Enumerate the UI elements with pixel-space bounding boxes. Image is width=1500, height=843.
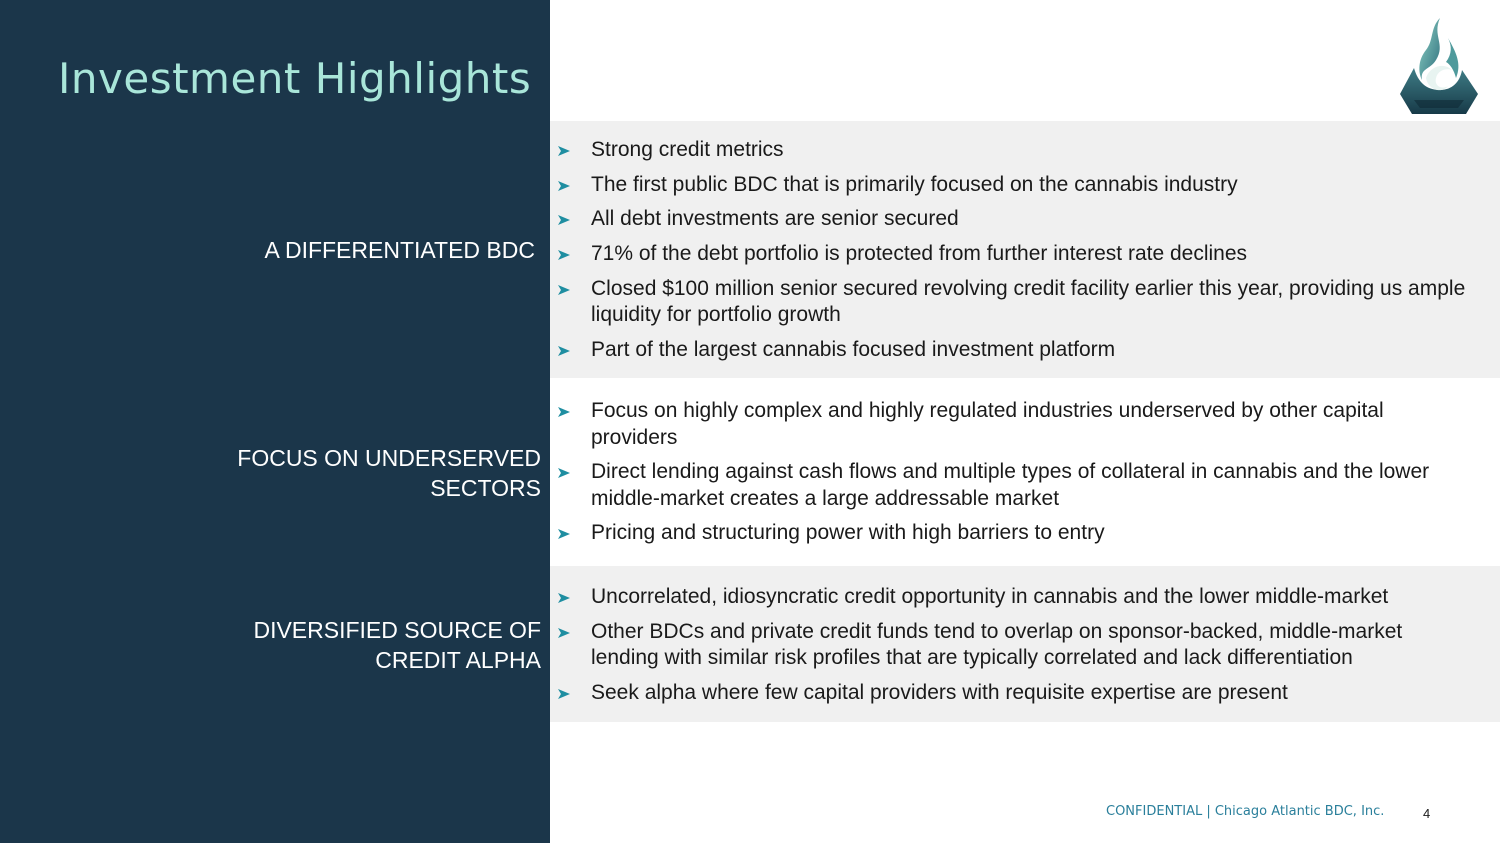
arrow-bullet-icon: [558, 215, 570, 225]
bullet-item: [558, 276, 1470, 329]
bullet-item: [558, 172, 1470, 199]
bullet-text: Pricing and structuring power with high barriers to entry: [591, 521, 1105, 545]
section-panel-credit-alpha: [550, 566, 1500, 722]
bullet-item: [558, 337, 1470, 364]
bullet-list: [558, 137, 1470, 372]
bullet-item: [558, 520, 1470, 547]
bullet-item: [558, 459, 1470, 512]
arrow-bullet-icon: [558, 407, 570, 417]
bullet-item: [558, 206, 1470, 233]
page-number: 4: [1423, 806, 1431, 821]
arrow-bullet-icon: [558, 285, 570, 295]
bullet-item: [558, 398, 1470, 451]
bullet-text: 71% of the debt portfolio is protected from further interest rate declines: [591, 242, 1248, 266]
title-sidebar: [0, 0, 550, 843]
arrow-bullet-icon: [558, 146, 570, 156]
bullet-text: Focus on highly complex and highly regulated industries underserved by other capital providers: [591, 399, 1384, 449]
bullet-item: [558, 137, 1470, 164]
bullet-text: Other BDCs and private credit funds tend to overlap on sponsor-backed, middle-market lending with similar risk profiles that are typically correlated and lack differentiation: [591, 619, 1403, 670]
section-label-differentiated-bdc: A DIFFERENTIATED BDC: [264, 237, 535, 263]
bullet-list: [558, 398, 1470, 555]
arrow-bullet-icon: [558, 529, 570, 539]
arrow-bullet-icon: [558, 181, 570, 191]
bullet-item: [558, 241, 1470, 268]
section-label-credit-alpha: DIVERSIFIED SOURCE OF CREDIT ALPHA: [253, 617, 541, 673]
arrow-bullet-icon: [558, 628, 570, 638]
bullet-text: Seek alpha where few capital providers with requisite expertise are present: [591, 680, 1288, 704]
bullet-text: Closed $100 million senior secured revolving credit facility earlier this year, providing us ample liquidity for portfolio growth: [591, 276, 1466, 327]
bullet-list: [558, 584, 1470, 715]
arrow-bullet-icon: [558, 593, 570, 603]
bullet-text: Part of the largest cannabis focused investment platform: [591, 337, 1116, 361]
bullet-item: [558, 619, 1470, 672]
section-panel-differentiated-bdc: [550, 121, 1500, 378]
bullet-text: The first public BDC that is primarily focused on the cannabis industry: [591, 172, 1238, 196]
arrow-bullet-icon: [558, 689, 570, 699]
page-title: Investment Highlights: [58, 54, 532, 103]
bullet-text: Direct lending against cash flows and multiple types of collateral in cannabis and the lower middle-market creates a large addressable market: [591, 460, 1430, 510]
arrow-bullet-icon: [558, 346, 570, 356]
bullet-text: All debt investments are senior secured: [591, 207, 959, 231]
bullet-text: Uncorrelated, idiosyncratic credit opportunity in cannabis and the lower middle-market: [591, 585, 1389, 608]
bullet-item: [558, 584, 1470, 611]
bullet-text: Strong credit metrics: [591, 138, 784, 161]
arrow-bullet-icon: [558, 468, 570, 478]
flame-logo-icon: [1396, 16, 1482, 118]
bullet-item: [558, 680, 1470, 707]
section-panel-underserved-sectors: [550, 378, 1500, 566]
section-label-underserved-sectors: FOCUS ON UNDERSERVED SECTORS: [237, 445, 541, 501]
arrow-bullet-icon: [558, 250, 570, 260]
footer-confidential: CONFIDENTIAL | Chicago Atlantic BDC, Inc.: [1106, 804, 1385, 819]
